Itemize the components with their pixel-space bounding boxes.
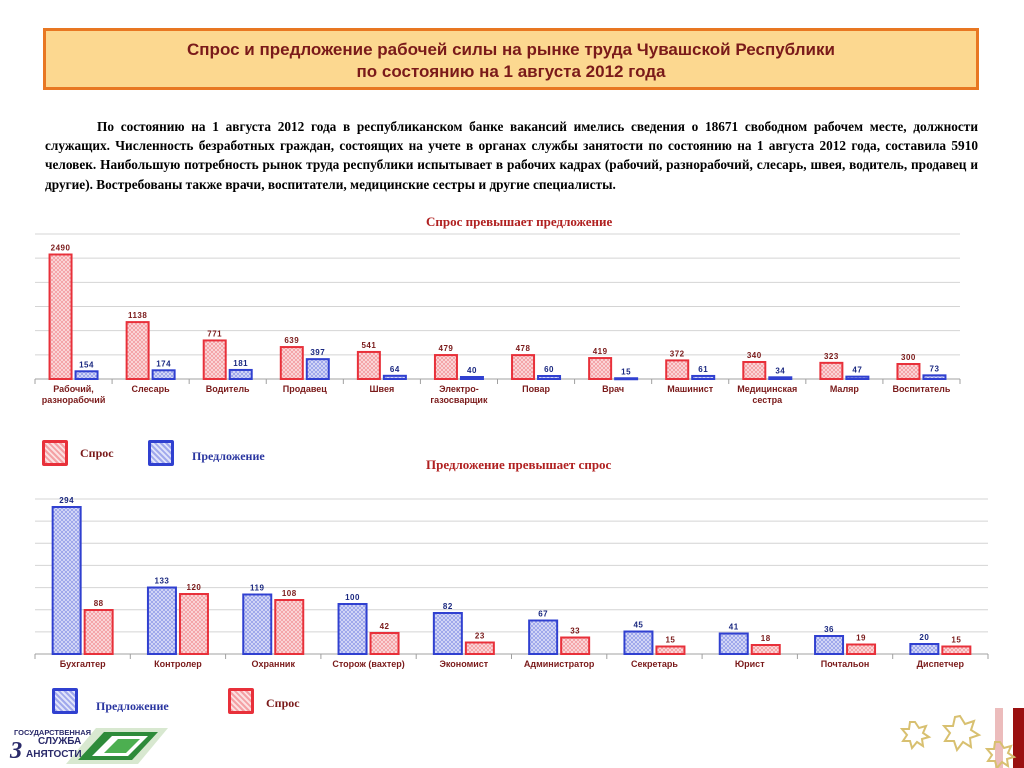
- bar-supply: [923, 375, 945, 379]
- bar-supply: [230, 370, 252, 379]
- data-label: 40: [467, 366, 477, 375]
- legend1-supply-swatch: [148, 440, 174, 466]
- bar-supply: [624, 632, 652, 655]
- bar-supply: [538, 376, 560, 379]
- category-label: Диспетчер: [916, 659, 965, 669]
- data-label: 541: [361, 340, 377, 350]
- data-label: 45: [633, 620, 644, 630]
- data-label: 154: [79, 360, 94, 370]
- bar-demand: [275, 600, 303, 654]
- category-label: Электро-: [439, 384, 479, 394]
- data-label: 372: [669, 349, 685, 359]
- data-label: 181: [233, 358, 249, 368]
- bar-demand: [666, 360, 688, 379]
- category-label: Повар: [522, 384, 550, 394]
- data-label: 15: [951, 635, 962, 645]
- page-title: [43, 28, 979, 90]
- category-label: Врач: [602, 384, 625, 394]
- employment-service-logo: [8, 724, 178, 766]
- data-label: 300: [901, 353, 916, 362]
- data-label: 1138: [127, 311, 148, 321]
- data-label: 33: [570, 626, 581, 636]
- bar-supply: [307, 359, 329, 379]
- category-label: сестра: [752, 395, 783, 405]
- bar-demand: [656, 647, 684, 655]
- data-label: 419: [592, 347, 608, 357]
- logo-line-2: СЛУЖБА: [38, 736, 82, 747]
- data-label: 478: [515, 344, 531, 354]
- data-label: 397: [310, 348, 326, 358]
- data-label: 120: [186, 583, 202, 592]
- bar-supply: [148, 588, 176, 655]
- data-label: 294: [59, 496, 75, 505]
- category-label: разнорабочий: [41, 395, 106, 405]
- category-label: Продавец: [282, 384, 327, 394]
- data-label: 174: [156, 359, 172, 369]
- bar-supply: [53, 507, 81, 654]
- category-label: Юрист: [734, 659, 765, 669]
- bar-supply: [243, 595, 271, 655]
- category-label: Контролер: [154, 659, 202, 669]
- data-label: 639: [284, 336, 300, 346]
- data-label: 108: [281, 589, 297, 598]
- data-label: 67: [538, 609, 549, 619]
- category-label: газосварщик: [430, 395, 488, 405]
- bar-supply: [910, 644, 938, 654]
- category-label: Администратор: [523, 659, 595, 669]
- data-label: 323: [823, 351, 839, 361]
- chart-demand-exceeds-supply: [30, 230, 970, 412]
- data-label: 2490: [50, 243, 71, 253]
- bar-demand: [50, 255, 72, 380]
- bar-demand: [466, 643, 494, 655]
- data-label: 64: [389, 364, 400, 374]
- data-label: 41: [728, 622, 739, 632]
- category-label: Рабочий,: [53, 384, 94, 394]
- legend1-demand-label: Спрос: [80, 446, 114, 460]
- data-label: 73: [929, 364, 940, 374]
- data-label: 771: [207, 329, 223, 339]
- category-label: Машинист: [667, 384, 714, 394]
- decorative-stars-icon: [895, 708, 1024, 768]
- bar-supply: [434, 613, 462, 654]
- category-label: Слесарь: [131, 384, 170, 394]
- legend1-demand-swatch: [42, 440, 68, 466]
- bar-demand: [281, 347, 303, 379]
- logo-line-1: ГОСУДАРСТВЕННАЯ: [14, 728, 92, 737]
- data-label: 60: [544, 365, 554, 374]
- bar-supply: [384, 376, 406, 379]
- bar-demand: [752, 645, 780, 654]
- bar-demand: [512, 355, 534, 379]
- bar-supply: [692, 376, 714, 379]
- logo-line-3: АНЯТОСТИ: [26, 749, 82, 760]
- legend2-supply-label: Предложение: [96, 699, 169, 713]
- legend2-demand-swatch: [228, 688, 254, 714]
- category-label: Водитель: [205, 384, 250, 394]
- title-line-2: по состоянию на 1 августа 2012 года: [356, 62, 666, 81]
- bar-demand: [561, 638, 589, 655]
- legend1-supply-label: Предложение: [192, 449, 265, 463]
- data-label: 34: [775, 366, 786, 376]
- legend2-demand-label: Спрос: [266, 696, 300, 710]
- logo-letter: З: [10, 738, 23, 764]
- bar-supply: [720, 634, 748, 655]
- bar-supply: [615, 378, 637, 379]
- data-label: 20: [919, 633, 930, 642]
- data-label: 15: [665, 635, 676, 645]
- chart1-title: Спрос превышает предложение: [426, 214, 613, 229]
- data-label: 19: [856, 633, 867, 643]
- bar-demand: [204, 340, 226, 379]
- category-label: Секретарь: [631, 659, 678, 669]
- bar-supply: [153, 370, 175, 379]
- bar-demand: [127, 322, 149, 379]
- bar-demand: [85, 610, 113, 654]
- bar-demand: [371, 633, 399, 654]
- data-label: 340: [746, 351, 762, 360]
- bar-supply: [76, 371, 98, 379]
- data-label: 47: [852, 365, 863, 375]
- legend2-supply-swatch: [52, 688, 78, 714]
- data-label: 119: [250, 583, 265, 593]
- category-label: Маляр: [829, 384, 859, 394]
- data-label: 18: [760, 634, 771, 643]
- category-label: Почтальон: [820, 659, 870, 669]
- bar-supply: [769, 377, 791, 379]
- category-label: Швея: [369, 384, 395, 394]
- category-label: Медицинская: [737, 384, 798, 394]
- bar-demand: [743, 362, 765, 379]
- category-label: Охранник: [251, 659, 295, 669]
- bar-demand: [358, 352, 380, 379]
- bar-supply: [529, 621, 557, 655]
- category-label: Воспитатель: [892, 384, 951, 394]
- data-label: 100: [345, 593, 360, 602]
- category-label: Экономист: [439, 659, 489, 669]
- bar-supply: [339, 604, 367, 654]
- bar-demand: [847, 645, 875, 655]
- data-label: 15: [621, 367, 632, 377]
- bar-demand: [180, 594, 208, 654]
- data-label: 133: [154, 576, 170, 586]
- data-label: 42: [379, 622, 390, 631]
- category-label: Сторож (вахтер): [332, 659, 405, 669]
- bar-demand: [435, 355, 457, 379]
- data-label: 23: [474, 631, 485, 641]
- data-label: 88: [93, 599, 104, 608]
- data-label: 479: [438, 344, 454, 354]
- data-label: 61: [698, 364, 709, 374]
- category-label: Бухгалтер: [59, 659, 106, 669]
- bar-demand: [589, 358, 611, 379]
- intro-paragraph: По состоянию на 1 августа 2012 года в республиканском банке вакансий имелись сведения о 18671 свободном рабочем месте, должности служащих. Численность безработных граждан, состоящих на учете в органах службы занятости по состоянию на 1 августа 2012 года, составила 5910 человек. Наибольшую потребность рынок труда республики испытывает в рабочих кадрах (рабочий, разнорабочий, слесарь, швея, водитель, продавец и другие). Востребованы также врачи, воспитатели, медицинские сестры и другие специалисты.: [45, 119, 978, 192]
- bar-supply: [461, 377, 483, 379]
- chart2-title: Предложение превышает спрос: [426, 457, 612, 472]
- data-label: 36: [824, 625, 835, 634]
- bar-demand: [820, 363, 842, 379]
- bar-supply: [846, 377, 868, 379]
- bar-supply: [815, 636, 843, 654]
- title-line-1: Спрос и предложение рабочей силы на рынке труда Чувашской Республики: [187, 40, 835, 59]
- bar-demand: [942, 647, 970, 655]
- bar-demand: [897, 364, 919, 379]
- data-label: 82: [442, 602, 453, 611]
- chart-supply-exceeds-demand: [30, 488, 1000, 678]
